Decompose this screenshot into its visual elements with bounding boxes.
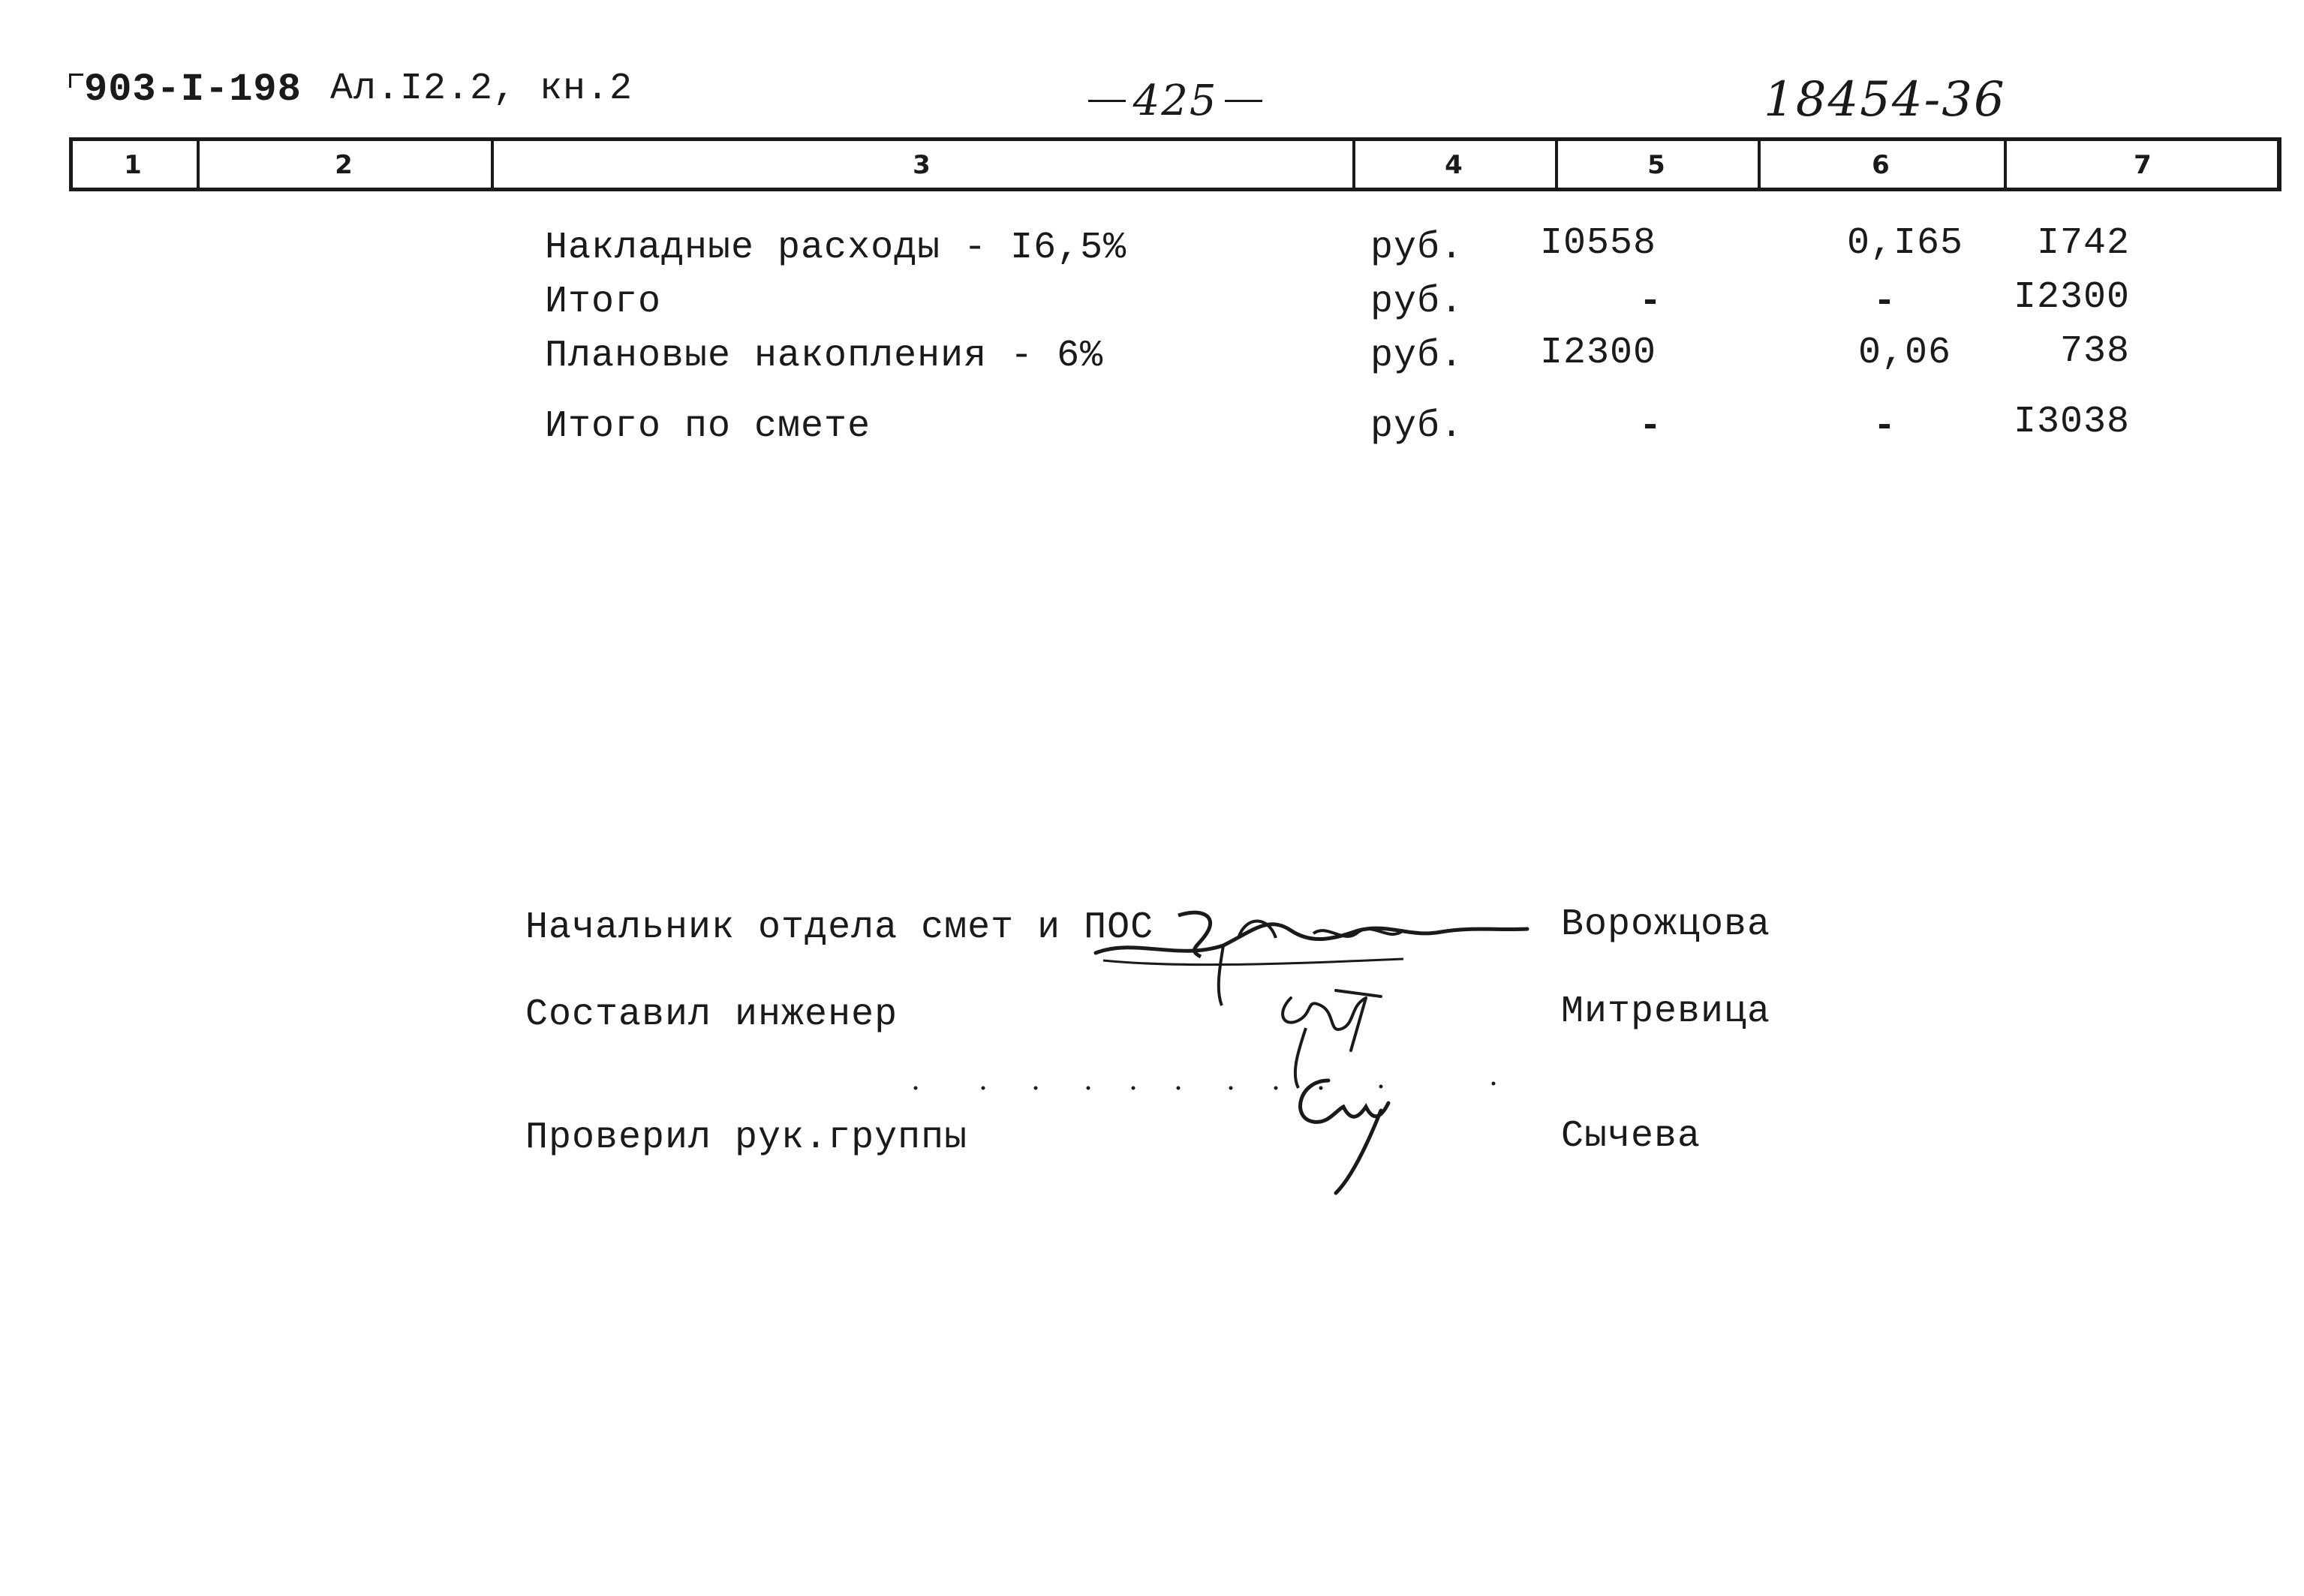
row-amount: I3038 [2013, 401, 2130, 443]
signature-role: Начальник отдела смет и ПОС [525, 906, 1154, 949]
signature-name: Ворожцова [1561, 903, 1771, 946]
row-rate: 0,06 [1858, 332, 1952, 374]
row-unit: руб. [1370, 227, 1464, 269]
column-number: 3 [913, 150, 931, 180]
column-number: 5 [1647, 150, 1665, 180]
page-number: 425 [1132, 77, 1218, 125]
dotted-rule [901, 1081, 1516, 1096]
row-name: Итого по смете [545, 405, 871, 448]
row-base: I0558 [1540, 222, 1657, 265]
row-base: I2300 [1540, 332, 1657, 374]
row-unit: руб. [1370, 281, 1464, 323]
column-number: 2 [335, 150, 353, 180]
column-number: 7 [2134, 150, 2152, 180]
page-number-block [1088, 77, 1262, 125]
row-amount: I2300 [2013, 276, 2130, 319]
signature-role: Проверил рук.группы [525, 1117, 968, 1159]
signature-name: Митревица [1561, 990, 1771, 1033]
doc-code: 903-I-198 [84, 68, 302, 112]
row-name: Итого [545, 281, 662, 323]
signature-name: Сычева [1561, 1115, 1701, 1158]
column-number: 4 [1445, 150, 1463, 180]
row-amount: 738 [2059, 330, 2130, 373]
row-unit: руб. [1370, 405, 1464, 448]
corner-mark [69, 74, 83, 88]
row-amount: I742 [2036, 222, 2130, 265]
column-number: 1 [124, 150, 142, 180]
row-rate: - [1873, 405, 1897, 448]
row-name: Плановые накопления - 6% [545, 335, 1104, 377]
signature-role: Составил инженер [525, 993, 898, 1036]
row-rate: 0,I65 [1846, 222, 1963, 265]
row-unit: руб. [1370, 335, 1464, 377]
album-reference: Ал.I2.2, кн.2 [330, 68, 633, 110]
row-rate: - [1873, 281, 1897, 323]
column-number: 6 [1872, 150, 1890, 180]
row-base: - [1639, 281, 1663, 323]
row-base: - [1639, 405, 1663, 448]
row-name: Накладные расходы - I6,5% [545, 227, 1127, 269]
archive-number: 18454-36 [1764, 72, 2006, 128]
